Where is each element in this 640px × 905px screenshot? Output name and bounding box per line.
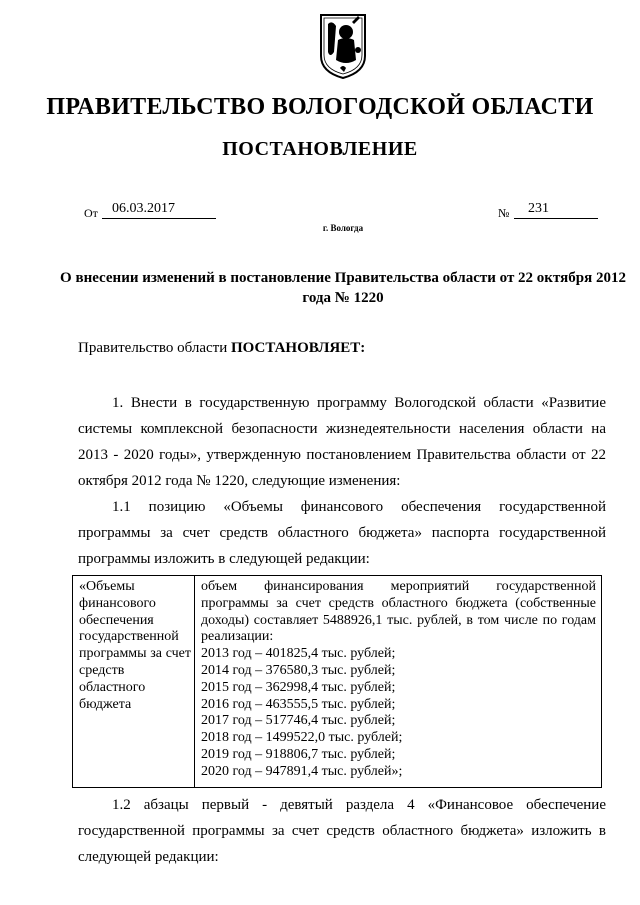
city: г. Вологда — [322, 223, 364, 233]
government-title: ПРАВИТЕЛЬСТВО ВОЛОГОДСКОЙ ОБЛАСТИ — [46, 94, 594, 120]
document-subject: О внесении изменений в постановление Правительства области от 22 октября 2012 года № 1220 — [60, 270, 626, 306]
table-divider — [194, 576, 195, 787]
table-left-cell: «Объемы финансового обеспечения государственной программы за счет средств областного бюджета — [79, 579, 191, 712]
preamble-emphasis: ПОСТАНОВЛЯЕТ: — [230, 340, 366, 356]
paragraph-1: 1. Внести в государственную программу Вологодской области «Развитие системы комплексной безопасности жизнедеятельности населения области на 2013 - 2020 годы», утвержденную постановлением Правительства области от 22 октября 2012 года № 1220, следующие изменения: — [78, 395, 606, 489]
document-type: ПОСТАНОВЛЕНИЕ — [222, 138, 418, 160]
date-label: От — [84, 206, 98, 220]
paragraph-1-2: 1.2 абзацы первый - девятый раздела 4 «Финансовое обеспечение государственной программы за счет средств областного бюджета» изложить в следующей редакции: — [78, 797, 606, 865]
table-right-cell — [201, 579, 596, 781]
preamble-text: Правительство области — [78, 340, 231, 356]
funding-year-row: 2017 год – 517746,4 тыс. рублей; — [201, 713, 396, 729]
funding-year-row: 2015 год – 362998,4 тыс. рублей; — [201, 679, 396, 695]
funding-year-row: 2019 год – 918806,7 тыс. рублей; — [201, 746, 396, 762]
funding-year-row: 2016 год – 463555,5 тыс. рублей; — [201, 696, 396, 712]
number-label: № — [498, 206, 510, 220]
document-number: 231 — [514, 200, 598, 219]
funding-year-row: 2013 год – 401825,4 тыс. рублей; — [201, 646, 396, 662]
paragraph-1-1: 1.1 позицию «Объемы финансового обеспечения государственной программы за счет средств областного бюджета» паспорта государственной программы изложить в следующей редакции: — [78, 499, 606, 567]
coat-of-arms-icon — [318, 12, 368, 80]
funding-intro: объем финансирования мероприятий государственной программы за счет средств областного бюджета (собственные доходы) составляет 5488926,1 тыс. рублей, в том числе по годам реализации: — [201, 579, 596, 645]
funding-year-row: 2014 год – 376580,3 тыс. рублей; — [201, 662, 396, 678]
funding-table — [72, 575, 602, 788]
funding-year-row: 2018 год – 1499522,0 тыс. рублей; — [201, 730, 403, 746]
funding-year-row: 2020 год – 947891,4 тыс. рублей»; — [201, 763, 403, 779]
preamble — [78, 340, 365, 357]
document-date: 06.03.2017 — [102, 200, 216, 219]
